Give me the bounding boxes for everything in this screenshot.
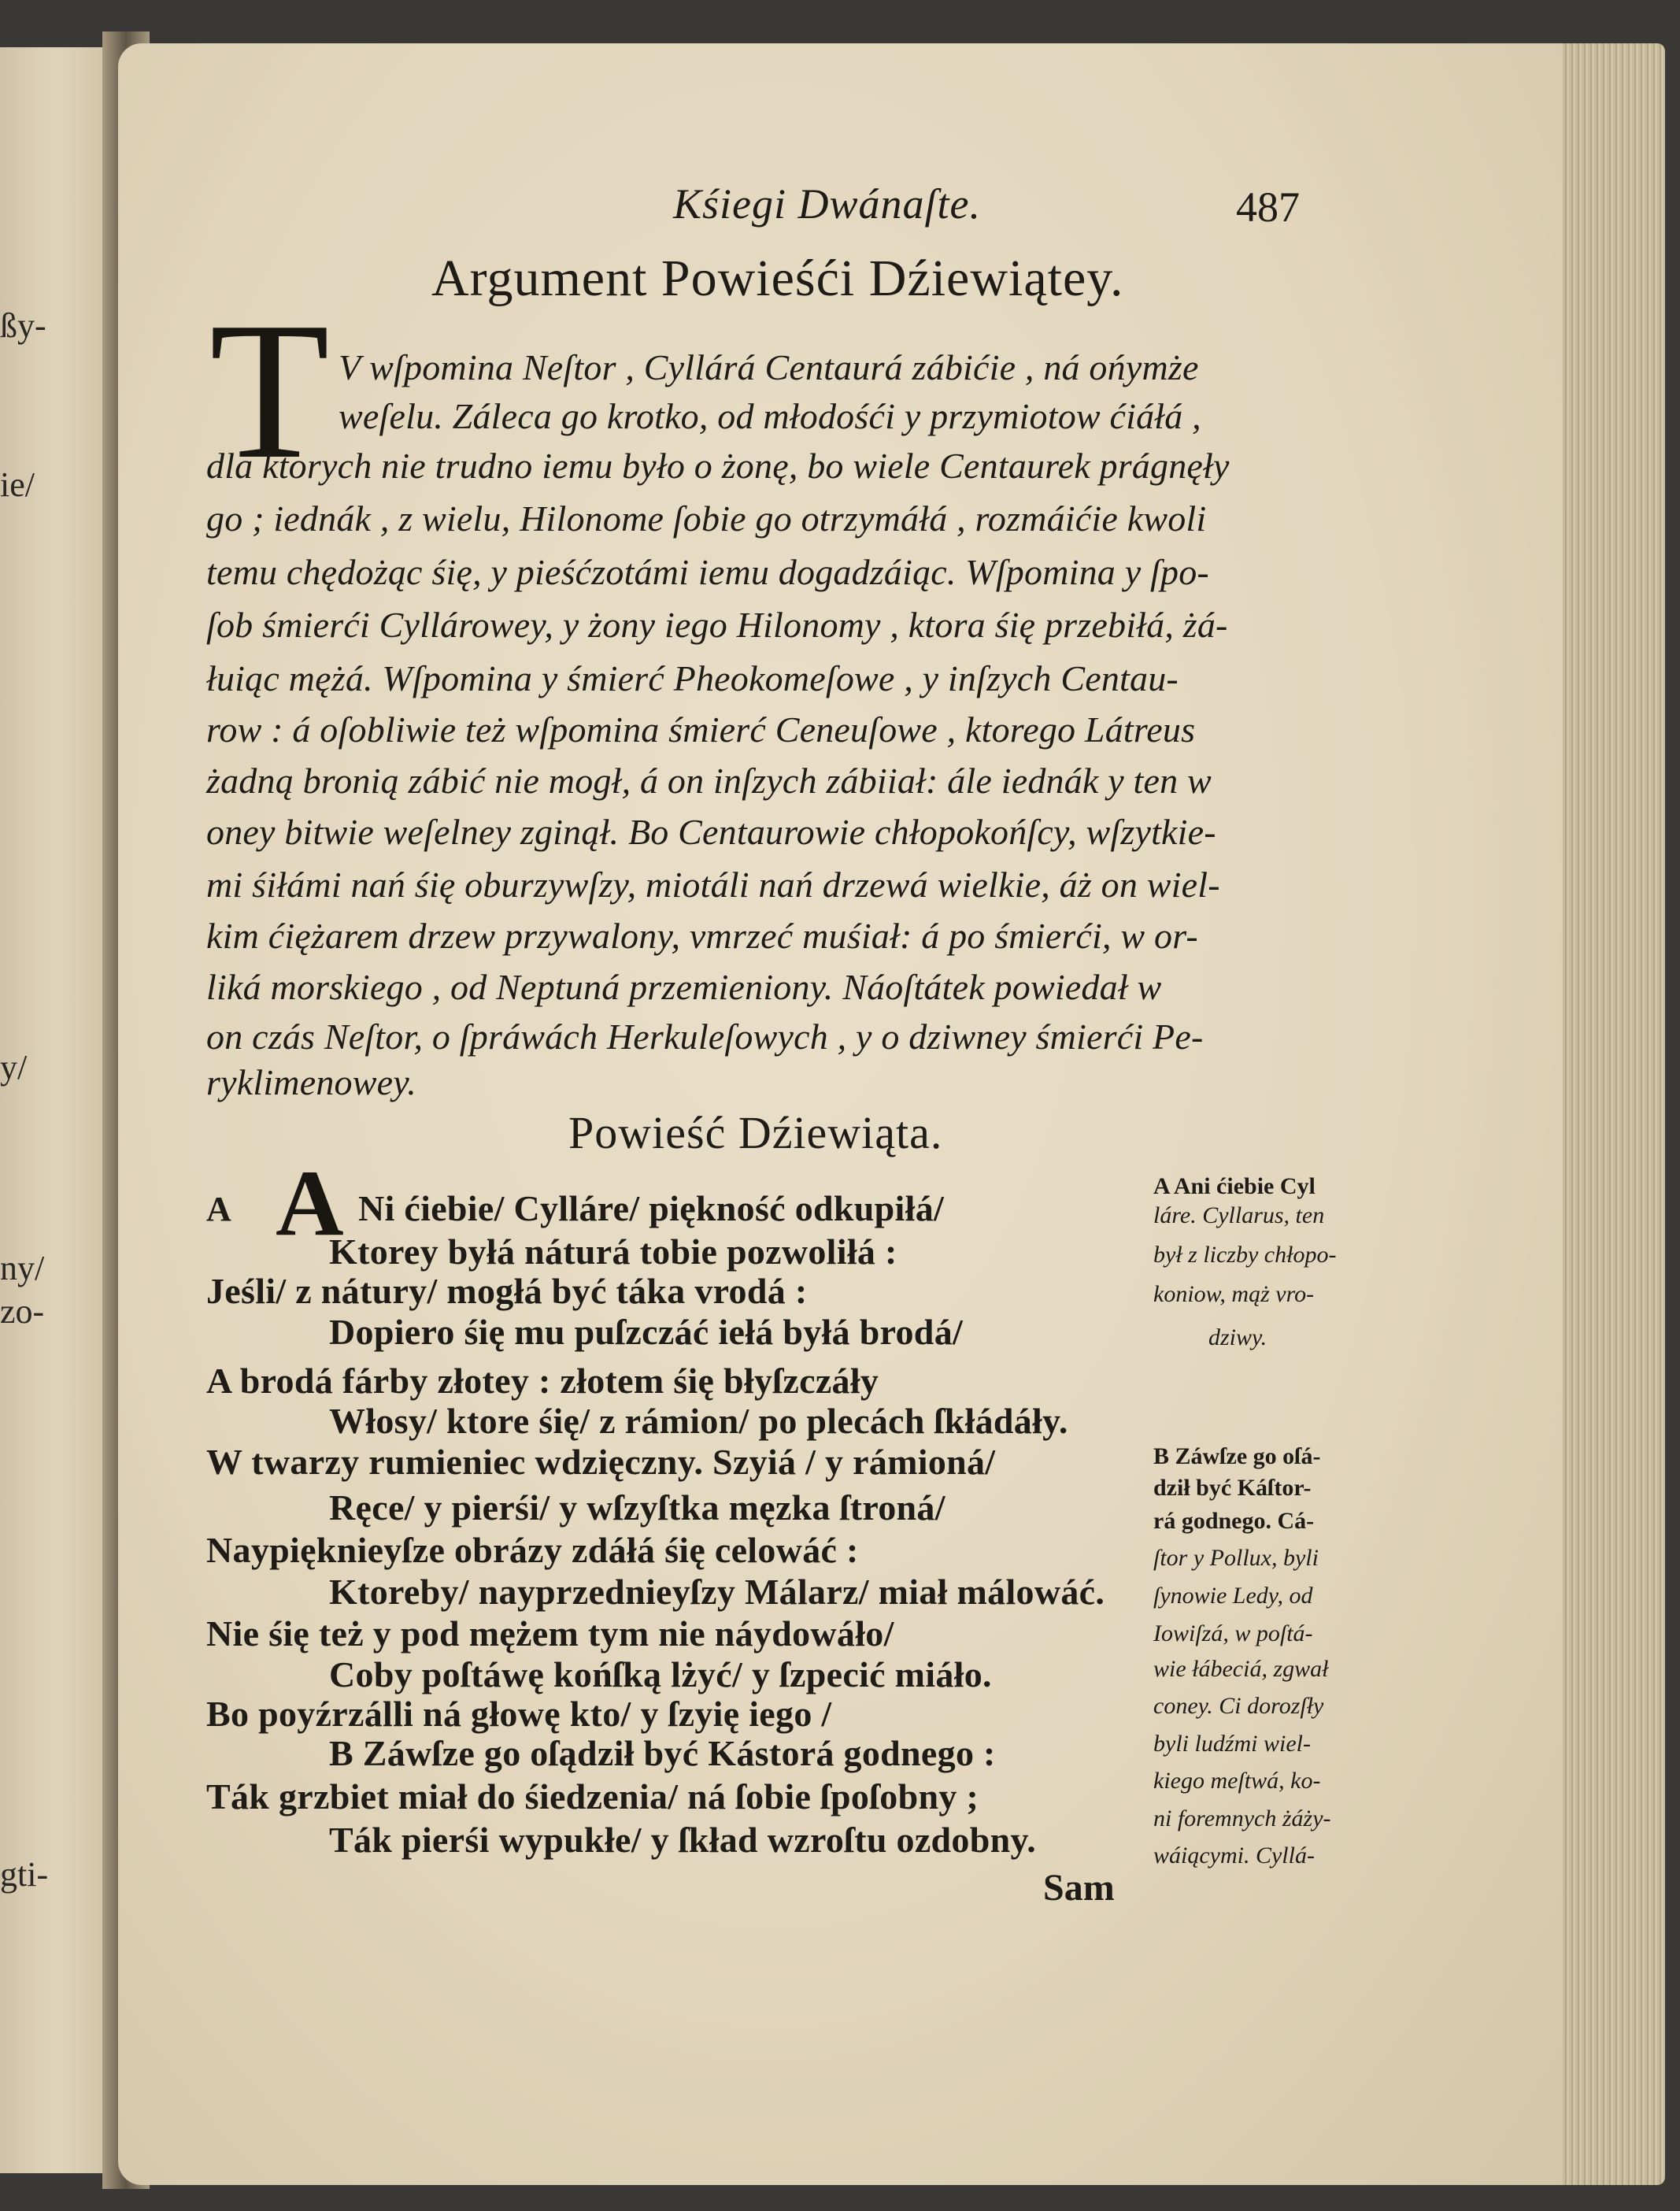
- margin-note-a: láre. Cyllarus, ten: [1153, 1202, 1325, 1228]
- argument-title: Argument Powieśći Dźiewiątey.: [431, 250, 1124, 307]
- margin-note-b: wáiącymi. Cyllá-: [1153, 1842, 1315, 1868]
- left-fragment: zo-: [0, 1292, 45, 1331]
- margin-note-a: dziwy.: [1208, 1324, 1267, 1350]
- verse-line: Ktorey byłá náturá tobie pozwoliłá :: [329, 1231, 897, 1272]
- margin-note-b: Iowiſzá, w poſtá-: [1153, 1620, 1313, 1646]
- margin-note-a: A Ani ćiebie Cyl: [1153, 1173, 1316, 1199]
- verse-label-a: A: [206, 1190, 231, 1228]
- argument-line: temu chędożąc śię, y pieśćzotámi iemu dogadzáiąc. Wſpomina y ſpo-: [206, 552, 1209, 592]
- margin-note-b: wie łábeciá, zgwał: [1153, 1656, 1329, 1682]
- margin-note-b: ſynowie Ledy, od: [1153, 1583, 1313, 1609]
- argument-line: kim ćiężarem drzew przywalony, vmrzeć muśiał: á po śmierći, w or-: [206, 916, 1198, 956]
- argument-line: dla ktorych nie trudno iemu było o żonę, bo wiele Centaurek prágnęły: [206, 446, 1230, 486]
- argument-line: liká morskiego , od Neptuná przemieniony. Náoſtátek powiedał w: [206, 967, 1162, 1007]
- argument-line: oney bitwie weſelney zginął. Bo Centaurowie chłopokońſcy, wſzytkie-: [206, 812, 1216, 852]
- verse-line: Ni ćiebie/ Cylláre/ piękność odkupiłá/: [358, 1188, 945, 1228]
- margin-note-b: B Záwſze go oſá-: [1153, 1443, 1321, 1469]
- page-number: 487: [1236, 183, 1300, 231]
- verse-line: Ták pierśi wypukłe/ y ſkład wzroſtu ozdobny.: [329, 1820, 1037, 1860]
- left-fragment: y/: [0, 1048, 28, 1087]
- verse-line: Ktoreby/ nayprzednieyſzy Málarz/ miał málowáć.: [329, 1572, 1105, 1612]
- verse-line: Naypięknieyſze obrázy zdáłá śię celowáć :: [206, 1530, 859, 1570]
- margin-note-b: byli ludźmi wiel-: [1153, 1731, 1311, 1757]
- margin-note-b: ni foremnych żáży-: [1153, 1805, 1331, 1831]
- argument-line: go ; iednák , z wielu, Hilonome ſobie go otrzymáłá , rozmáićie kwoli: [206, 498, 1207, 539]
- left-fragment: ßy-: [0, 306, 46, 345]
- verse-line: Ták grzbiet miał do śiedzenia/ ná ſobie ſpoſobny ;: [206, 1776, 979, 1817]
- argument-line: żadną bronią zábić nie mogł, á on inſzych zábiiał: ále iednák y ten w: [206, 761, 1212, 801]
- margin-note-a: był z liczby chłopo-: [1153, 1242, 1337, 1268]
- argument-line: V wſpomina Neſtor , Cyllárá Centaurá zábićie , ná ońymże: [339, 347, 1199, 387]
- running-head: Kśiegi Dwánaſte.: [673, 180, 981, 228]
- margin-note-b: dził być Káſtor-: [1153, 1475, 1312, 1501]
- verse-line: Włosy/ ktore śię/ z rámion/ po plecách ſkłádáły.: [329, 1401, 1068, 1441]
- verse-initial: A: [276, 1150, 344, 1255]
- drop-cap-initial: T: [209, 282, 330, 500]
- verse-line: Jeśli/ z nátury/ mogłá być táka vrodá :: [206, 1271, 808, 1311]
- verse-line: Dopiero śię mu puſzczáć iełá byłá brodá/: [329, 1312, 964, 1352]
- margin-note-b: kiego meſtwá, ko-: [1153, 1768, 1321, 1794]
- page-edges: [1563, 43, 1665, 2185]
- verse-line: Coby poſtáwę końſką lżyć/ y ſzpecić miáło.: [329, 1654, 992, 1694]
- argument-line: weſelu. Záleca go krotko, od młodośći y przymiotow ćiáłá ,: [339, 396, 1201, 436]
- left-fragment: gti-: [0, 1855, 49, 1894]
- argument-line: mi śiłámi nań śię oburzywſzy, miotáli nań drzewá wielkie, áż on wiel-: [206, 865, 1220, 905]
- margin-note-b: ſtor y Pollux, byli: [1153, 1545, 1319, 1571]
- verse-line: B Záwſze go oſądził być Kástorá godnego :: [329, 1733, 996, 1773]
- argument-line: ryklimenowey.: [206, 1062, 417, 1102]
- margin-note-a: koniow, mąż vro-: [1153, 1281, 1315, 1307]
- margin-note-b: coney. Ci dorozſły: [1153, 1693, 1324, 1719]
- verse-line: A brodá fárby złotey : złotem śię błyſzczáły: [206, 1361, 879, 1401]
- catchword: Sam: [1043, 1867, 1115, 1909]
- argument-line: row : á oſobliwie też wſpomina śmierć Ceneuſowe , ktorego Látreus: [206, 709, 1196, 750]
- argument-line: ſob śmierći Cyllárowey, y żony iego Hilonomy , ktora śię przebiłá, żá-: [206, 605, 1228, 645]
- margin-note-b: rá godnego. Cá-: [1153, 1508, 1315, 1534]
- section-title: Powieść Dźiewiąta.: [568, 1107, 943, 1158]
- left-fragment: ny/: [0, 1249, 45, 1287]
- argument-line: on czás Neſtor, o ſpráwách Herkuleſowych , y o dziwney śmierći Pe-: [206, 1017, 1204, 1057]
- verse-line: Ręce/ y pierśi/ y wſzyſtka męzka ſtroná/: [329, 1487, 945, 1528]
- verse-line: Bo poyźrzálli ná głowę kto/ y ſzyię iego /: [206, 1694, 832, 1734]
- verse-line: Nie śię też y pod mężem tym nie náydowáło/: [206, 1613, 894, 1654]
- argument-line: łuiąc mężá. Wſpomina y śmierć Pheokomeſowe , y inſzych Centau-: [206, 658, 1179, 698]
- left-fragment: ie/: [0, 465, 35, 504]
- verse-line: W twarzy rumieniec wdzięczny. Szyiá / y rámioná/: [206, 1442, 996, 1482]
